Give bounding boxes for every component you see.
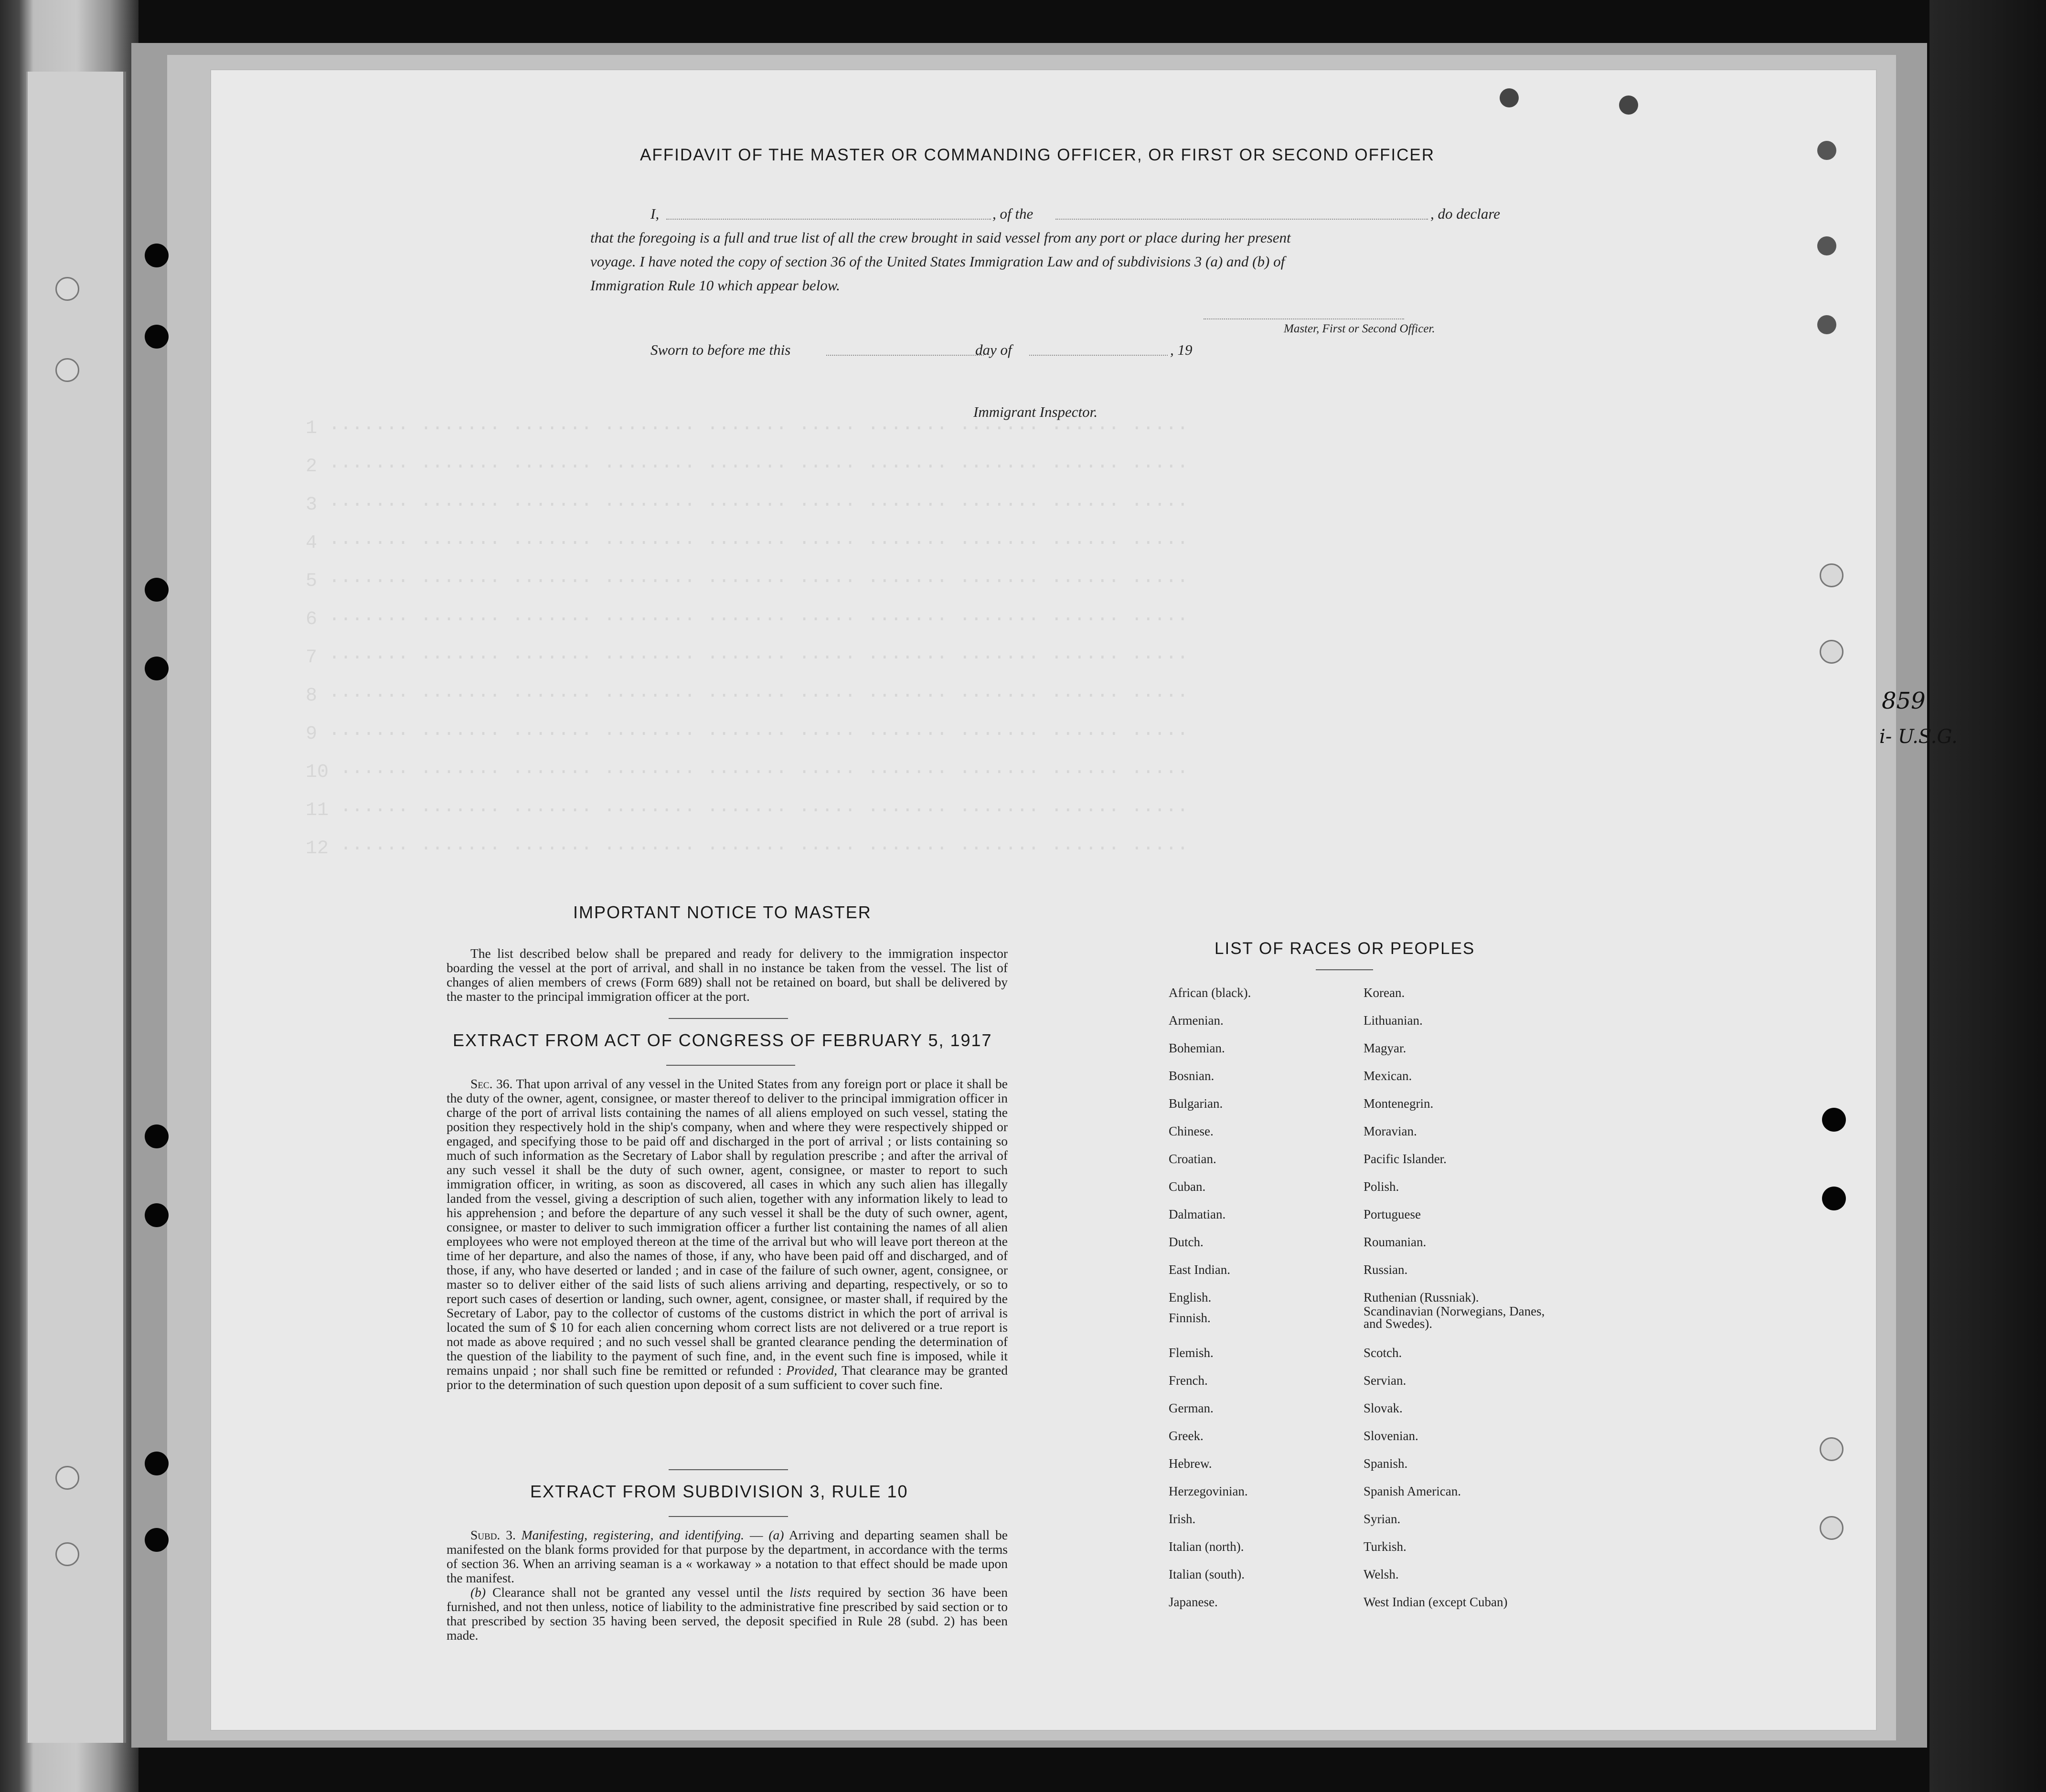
race-item: Bohemian.: [1169, 1041, 1225, 1055]
a-label: (a): [768, 1527, 784, 1542]
form-page: 1 ······· ······· ······· ········ ······· ····· ······· ······· ······ ····· 2 ······· ······· ······· ········ ······· ····· ······· ······· ······ ····· 3 ······· ······· ······· ········ ······· ····· ······· ······· ······ ····· 4 ······· ······· ······· ········ ······· ····· ······· ······· ······ ····· 5 ······· ······· ······· ········ ······· ····· ······· ······· ······ ····· 6 ······· ······· ······· ········ ······· ····· ······· ······· ······ ····· 7 ······· ······· ······· ········ ······· ····· ······· ······· ······ ····· 8 ······· ······· ······· ········ ······· ····· ······· ······· ······ ····· 9 ······· ······· ······· ········ ······· ····· ······· ······· ······ ····· 10 ······ ······· ······· ········ ······· ····· ······· ······· ······ ····· 11 ······ ······· ······· ········ ······· ····· ······· ······· ······ ····· 12 ······ ······· ······· ········ ······· ····· ······· ······· ······ ····· AFFIDAVIT OF THE MASTER OR COMMANDING OFFICER, OR FIRST OR SECOND OFFICER I, , of the , do declare that the foregoing is a full and true list of all the crew brought in said vessel from any port or place during her present voyage. I have noted the copy of section 36 of the United States Immigration Law and of subdivisions 3 (a) and (b) of Immigration Rule 10 which appear below. Master, First or Second Officer. Sworn to before me this day of , 19 Immigrant Inspector. IMPORTANT NOTICE TO MASTER The list described below shall be prepared and ready for delivery to the immigration inspector boarding the vessel at the port of arrival, and shall in no instance be taken from the vessel. The list of changes of alien members of crews (Form 689) shall not be retained on board, but shall be delivered by the master to the principal immigration officer at the port. EXTRACT FROM ACT OF CONGRESS OF FEBRUARY 5, 1917 Sec. 36. That upon arrival of any vessel in the United States from any foreign port or place it shall be the duty of the owner, agent, consignee, or master thereof to deliver to the principal immigration officer in charge of the port of arrival lists containing the names of all aliens employed on such vessel, stating the position they respectively hold in the ship's company, when and where they were respectively shipped or engaged, and specifying those to be paid off and discharged in the port of arrival ; or lists containing so much of such information as the Secretary of Labor shall by regulation prescribe ; and after the arrival of any such vessel it shall be the duty of such owner, agent, consignee, or master to report to such immigration officer, in writing, as soon as discovered, all cases in which any such alien has illegally landed from the vessel, giving a description of such alien, together with any information likely to lead to his apprehension ; and before the departure of any such vessel it shall be the duty of such owner, agent, consignee, or master to deliver to such immigration officer a further list containing the names of all alien employees who were not employed thereon at the time of the arrival but who will leave port thereon at the time of her departure, and also the names of those, if any, who have been paid off and discharged, and of those, if any, who have deserted or landed ; and in case of the failure of such owner, agent, consignee, or master so to deliver either of the said lists of such aliens arriving and departing, respectively, or so to report such cases of desertion or landing, such owner, agent, consignee, or master shall, if required by the Secretary of Labor, pay to the collector of customs of the customs district in which the port of arrival is located the sum of $ 10 for each alien concerning whom correct lists are not delivered or a true report is not made as above required ; and no such vessel shall be granted clearance pending the determination of the question of the liability to the payment of such fine, and, in the event such fine is imposed, while it remains unpaid ; nor shall such fine be remitted or refunded : Provided, That clearance may be granted prior to the determination of such question upon deposit of a sum sufficient to cover such fine. EXTRACT FROM SUBDIVISION 3, RULE 10 Subd. 3. Manifesting, registering, and identifying. — (a) Arriving and departing seamen shall be manifested on the blank forms provided for that purpose by the department, in accordance with the terms of section 36. When an arriving seaman is a « workaway » a notation to that effect should be made upon the manifest. (b) Clearance shall not be granted any vessel until the lists required by section 36 have been furnished, and not then unless, notice of liability to the administrative fine prescribed by said section or to that prescribed by section 35 having been served, the deposit specified in Rule 28 (subd. 2) has been made. LIST OF RACES OR PEOPLES African (black). Armenian. Bohemian. Bosnian. Bulgarian. Chinese. Croatian. Cuban. Dalmatian. Dutch. East Indian. English. Finnish. Flemish. French. German. Greek. Hebrew. Herzegovinian. Irish. Italian (north). Italian (south). Japanese. Korean. Lithuanian. Magyar. Mexican. Montenegrin. Moravian. Pacific Islander. Polish. Portuguese Roumanian. Russian. Ruthenian (Russniak). Scandinavian (Norwegians, Danes, and Swedes). Scotch. Servian. Slovak. Slovenian. Spanish. Spanish American. Syrian. Turkish. Welsh. West Indian (except Cuban): [210, 69, 1877, 1731]
month-blank: [1029, 355, 1168, 356]
punch-hole: [145, 244, 169, 267]
staple-mark: [1500, 88, 1519, 107]
race-item: Bulgarian.: [1169, 1096, 1223, 1111]
race-item: Hebrew.: [1169, 1456, 1212, 1471]
punch-hole: [145, 1124, 169, 1148]
race-item: Italian (south).: [1169, 1567, 1245, 1581]
right-background: [1929, 0, 2046, 1792]
signature-blank: [1204, 318, 1404, 319]
sec-36-text-end: That clearance may be granted prior to the determination of such question upon deposit of a sum sufficient to cover such fine.: [447, 1363, 1008, 1392]
day-of-label: day of: [975, 341, 1012, 358]
race-item: Scandinavian (Norwegians, Danes, and Swedes).: [1364, 1304, 1545, 1331]
reinforced-hole: [1820, 1516, 1844, 1540]
notice-text: The list described below shall be prepared and ready for delivery to the immigration inspector boarding the vessel at the port of arrival, and shall in no instance be taken from the vessel. The list of changes of alien members of crews (Form 689) shall not be retained on board, but shall be delivered by the master to the principal immigration officer at the port.: [447, 946, 1008, 1004]
race-item: Russian.: [1364, 1262, 1408, 1277]
race-item: Spanish.: [1364, 1456, 1408, 1471]
race-item: Croatian.: [1169, 1152, 1216, 1166]
punch-hole: [145, 1203, 169, 1227]
race-item: Montenegrin.: [1364, 1096, 1434, 1111]
race-item: Welsh.: [1364, 1567, 1399, 1581]
punch-hole: [145, 325, 169, 349]
divider: [669, 1516, 788, 1517]
binder-hole: [55, 277, 79, 301]
race-item: Scotch.: [1364, 1346, 1402, 1360]
sec-36-text: That upon arrival of any vessel in the United States from any foreign port or place it shall be the duty of the owner, agent, consignee, or master thereof to deliver to the principal immigration officer in charge of the port of arrival lists containing the names of all aliens employed on such vessel, stating the position they respectively hold in the ship's company, when and where they were respectively shipped or engaged, and specifying those to be paid off and discharged in the port of arrival ; or lists containing so much of such information as the Secretary of Labor shall by regulation prescribe ; and after the arrival of any such vessel it shall be the duty of such owner, agent, consignee, or master to report to such immigration officer, in writing, as soon as discovered, all cases in which any such alien has illegally landed from the vessel, giving a description of such alien, together with any information likely to lead to his apprehension ; and before the departure of any such vessel it shall be the duty of such owner, agent, consignee, or master to deliver to such immigration officer a further list containing the names of all alien employees who were not employed thereon at the time of the arrival but who will leave port thereon at the time of her departure, and also the names of those, if any, who have been paid off and discharged, and of those, if any, who have deserted or landed ; and in case of the failure of such owner, agent, consignee, or master so to deliver either of the said lists of such aliens arriving and departing, respectively, or so to report such cases of desertion or landing, such owner, agent, consignee, or master shall, if required by the Secretary of Labor, pay to the collector of customs of the customs district in which the port of arrival is located the sum of $ 10 for each alien concerning whom correct lists are not delivered or a true report is not made as above required ; and no such vessel shall be granted clearance pending the determination of the question of the liability to the payment of such fine, and, in the event such fine is imposed, while it remains unpaid ; nor shall such fine be remitted or refunded :: [447, 1076, 1008, 1378]
race-item: Servian.: [1364, 1373, 1407, 1388]
punch-hole: [145, 1528, 169, 1552]
punch-hole: [1822, 1108, 1846, 1132]
name-blank: [666, 219, 991, 220]
affidavit-i-label: I,: [650, 205, 660, 222]
race-item: Korean.: [1364, 986, 1405, 1000]
rule-extract-title: EXTRACT FROM SUBDIVISION 3, RULE 10: [530, 1482, 908, 1501]
b-lists: lists: [789, 1585, 811, 1600]
race-item: Lithuanian.: [1364, 1013, 1423, 1028]
divider: [1316, 969, 1373, 970]
race-item: Herzegovinian.: [1169, 1484, 1248, 1498]
sworn-label: Sworn to before me this: [650, 341, 791, 358]
punch-hole: [145, 578, 169, 602]
staple-mark: [1817, 236, 1836, 255]
race-item: East Indian.: [1169, 1262, 1230, 1277]
staple-mark: [1817, 315, 1836, 334]
race-item: Slovak.: [1364, 1401, 1403, 1415]
race-item: Syrian.: [1364, 1512, 1401, 1526]
staple-mark: [1619, 95, 1638, 115]
rule-extract-text: Subd. 3. Manifesting, registering, and identifying. — (a) Arriving and departing seamen shall be manifested on the blank forms provided for that purpose by the department, in accordance with the terms of section 36. When an arriving seaman is a « workaway » a notation to that effect should be made upon the manifest. (b) Clearance shall not be granted any vessel until the lists required by section 36 have been furnished, and not then unless, notice of liability to the administrative fine prescribed by said section or to that prescribed by section 35 having been served, the deposit specified in Rule 28 (subd. 2) has been made.: [447, 1527, 1008, 1643]
race-item: Ruthenian (Russniak).: [1364, 1290, 1479, 1304]
race-item: Turkish.: [1364, 1539, 1407, 1554]
race-item: French.: [1169, 1373, 1208, 1388]
binder-hole: [55, 1542, 79, 1566]
race-item: Mexican.: [1364, 1069, 1412, 1083]
binder-strip: [26, 72, 126, 1743]
punch-hole: [145, 657, 169, 680]
year-label: , 19: [1170, 341, 1193, 358]
affidavit-line-3: voyage. I have noted the copy of section 36 of the United States Immigration Law and of subdivisions 3 (a) and (b) of: [590, 253, 1285, 270]
sworn-day-blank: [826, 355, 984, 356]
race-item: Magyar.: [1364, 1041, 1407, 1055]
subd-label: Subd. 3.: [470, 1527, 516, 1542]
binder-hole: [55, 1466, 79, 1490]
staple-mark: [1817, 141, 1836, 160]
act-extract-title: EXTRACT FROM ACT OF CONGRESS OF FEBRUARY 5, 1917: [453, 1030, 992, 1050]
race-item: Flemish.: [1169, 1346, 1214, 1360]
divider: [666, 1065, 795, 1066]
reinforced-hole: [1820, 563, 1844, 587]
margin-number: 859: [1882, 688, 1926, 714]
race-item: Roumanian.: [1364, 1235, 1427, 1249]
race-item: Cuban.: [1169, 1179, 1206, 1194]
binder-hole: [55, 358, 79, 382]
race-item: Portuguese: [1364, 1207, 1421, 1221]
divider: [669, 1469, 788, 1470]
race-item: Polish.: [1364, 1179, 1399, 1194]
race-item: Bosnian.: [1169, 1069, 1215, 1083]
affidavit-do-declare: , do declare: [1430, 205, 1501, 222]
race-item: German.: [1169, 1401, 1214, 1415]
b-text-1: Clearance shall not be granted any vessel until the: [492, 1585, 783, 1600]
signature-label: Master, First or Second Officer.: [1284, 322, 1435, 335]
affidavit-line-2: that the foregoing is a full and true list of all the crew brought in said vessel from any port or place during her present: [590, 229, 1291, 246]
race-item: Slovenian.: [1364, 1429, 1418, 1443]
race-item: English.: [1169, 1290, 1212, 1304]
affidavit-of-the-label: , of the: [992, 205, 1034, 222]
race-item: Pacific Islander.: [1364, 1152, 1447, 1166]
punch-hole: [1822, 1187, 1846, 1210]
reinforced-hole: [1820, 640, 1844, 664]
notice-title: IMPORTANT NOTICE TO MASTER: [573, 902, 872, 922]
races-column-1: [1169, 986, 1251, 1623]
act-extract-text: [447, 1077, 1008, 1392]
vessel-blank: [1055, 219, 1428, 220]
provided-label: Provided,: [786, 1363, 837, 1378]
race-item: Irish.: [1169, 1512, 1196, 1526]
race-item: African (black).: [1169, 986, 1251, 1000]
reinforced-hole: [1820, 1437, 1844, 1461]
race-item: Italian (north).: [1169, 1539, 1244, 1554]
b-label: (b): [470, 1585, 486, 1600]
race-item: Spanish American.: [1364, 1484, 1461, 1498]
divider: [669, 1018, 788, 1019]
margin-note: i- U.S.G.: [1879, 726, 1958, 748]
affidavit-line-4: Immigration Rule 10 which appear below.: [590, 277, 840, 294]
race-item: Chinese.: [1169, 1124, 1214, 1138]
races-column-2: [1364, 986, 1550, 1623]
races-title: LIST OF RACES OR PEOPLES: [1215, 939, 1475, 958]
punch-hole: [145, 1452, 169, 1475]
b-text-2: required by section 36 have been furnished, and not then unless, notice of liability to the administrative fine prescribed by said section or to that prescribed by section 35 having been served, the deposit specified in Rule 28 (subd. 2) has been made.: [447, 1585, 1008, 1643]
race-item: Finnish.: [1169, 1311, 1211, 1325]
race-item: West Indian (except Cuban): [1364, 1595, 1508, 1609]
race-item: Dutch.: [1169, 1235, 1204, 1249]
sec-label: Sec. 36.: [470, 1076, 513, 1091]
a-text: Arriving and departing seamen shall be manifested on the blank forms provided for that purpose by the department, in accordance with the terms of section 36. When an arriving seaman is a « workaway » a notation to that effect should be made upon the manifest.: [447, 1527, 1008, 1585]
subd-heading: Manifesting, registering, and identifying.: [521, 1527, 745, 1542]
affidavit-title: AFFIDAVIT OF THE MASTER OR COMMANDING OFFICER, OR FIRST OR SECOND OFFICER: [640, 146, 1435, 164]
race-item: Moravian.: [1364, 1124, 1417, 1138]
race-item: Armenian.: [1169, 1013, 1224, 1028]
race-item: Dalmatian.: [1169, 1207, 1226, 1221]
inspector-label: Immigrant Inspector.: [973, 403, 1098, 420]
race-item: Japanese.: [1169, 1595, 1218, 1609]
race-item: Greek.: [1169, 1429, 1204, 1443]
